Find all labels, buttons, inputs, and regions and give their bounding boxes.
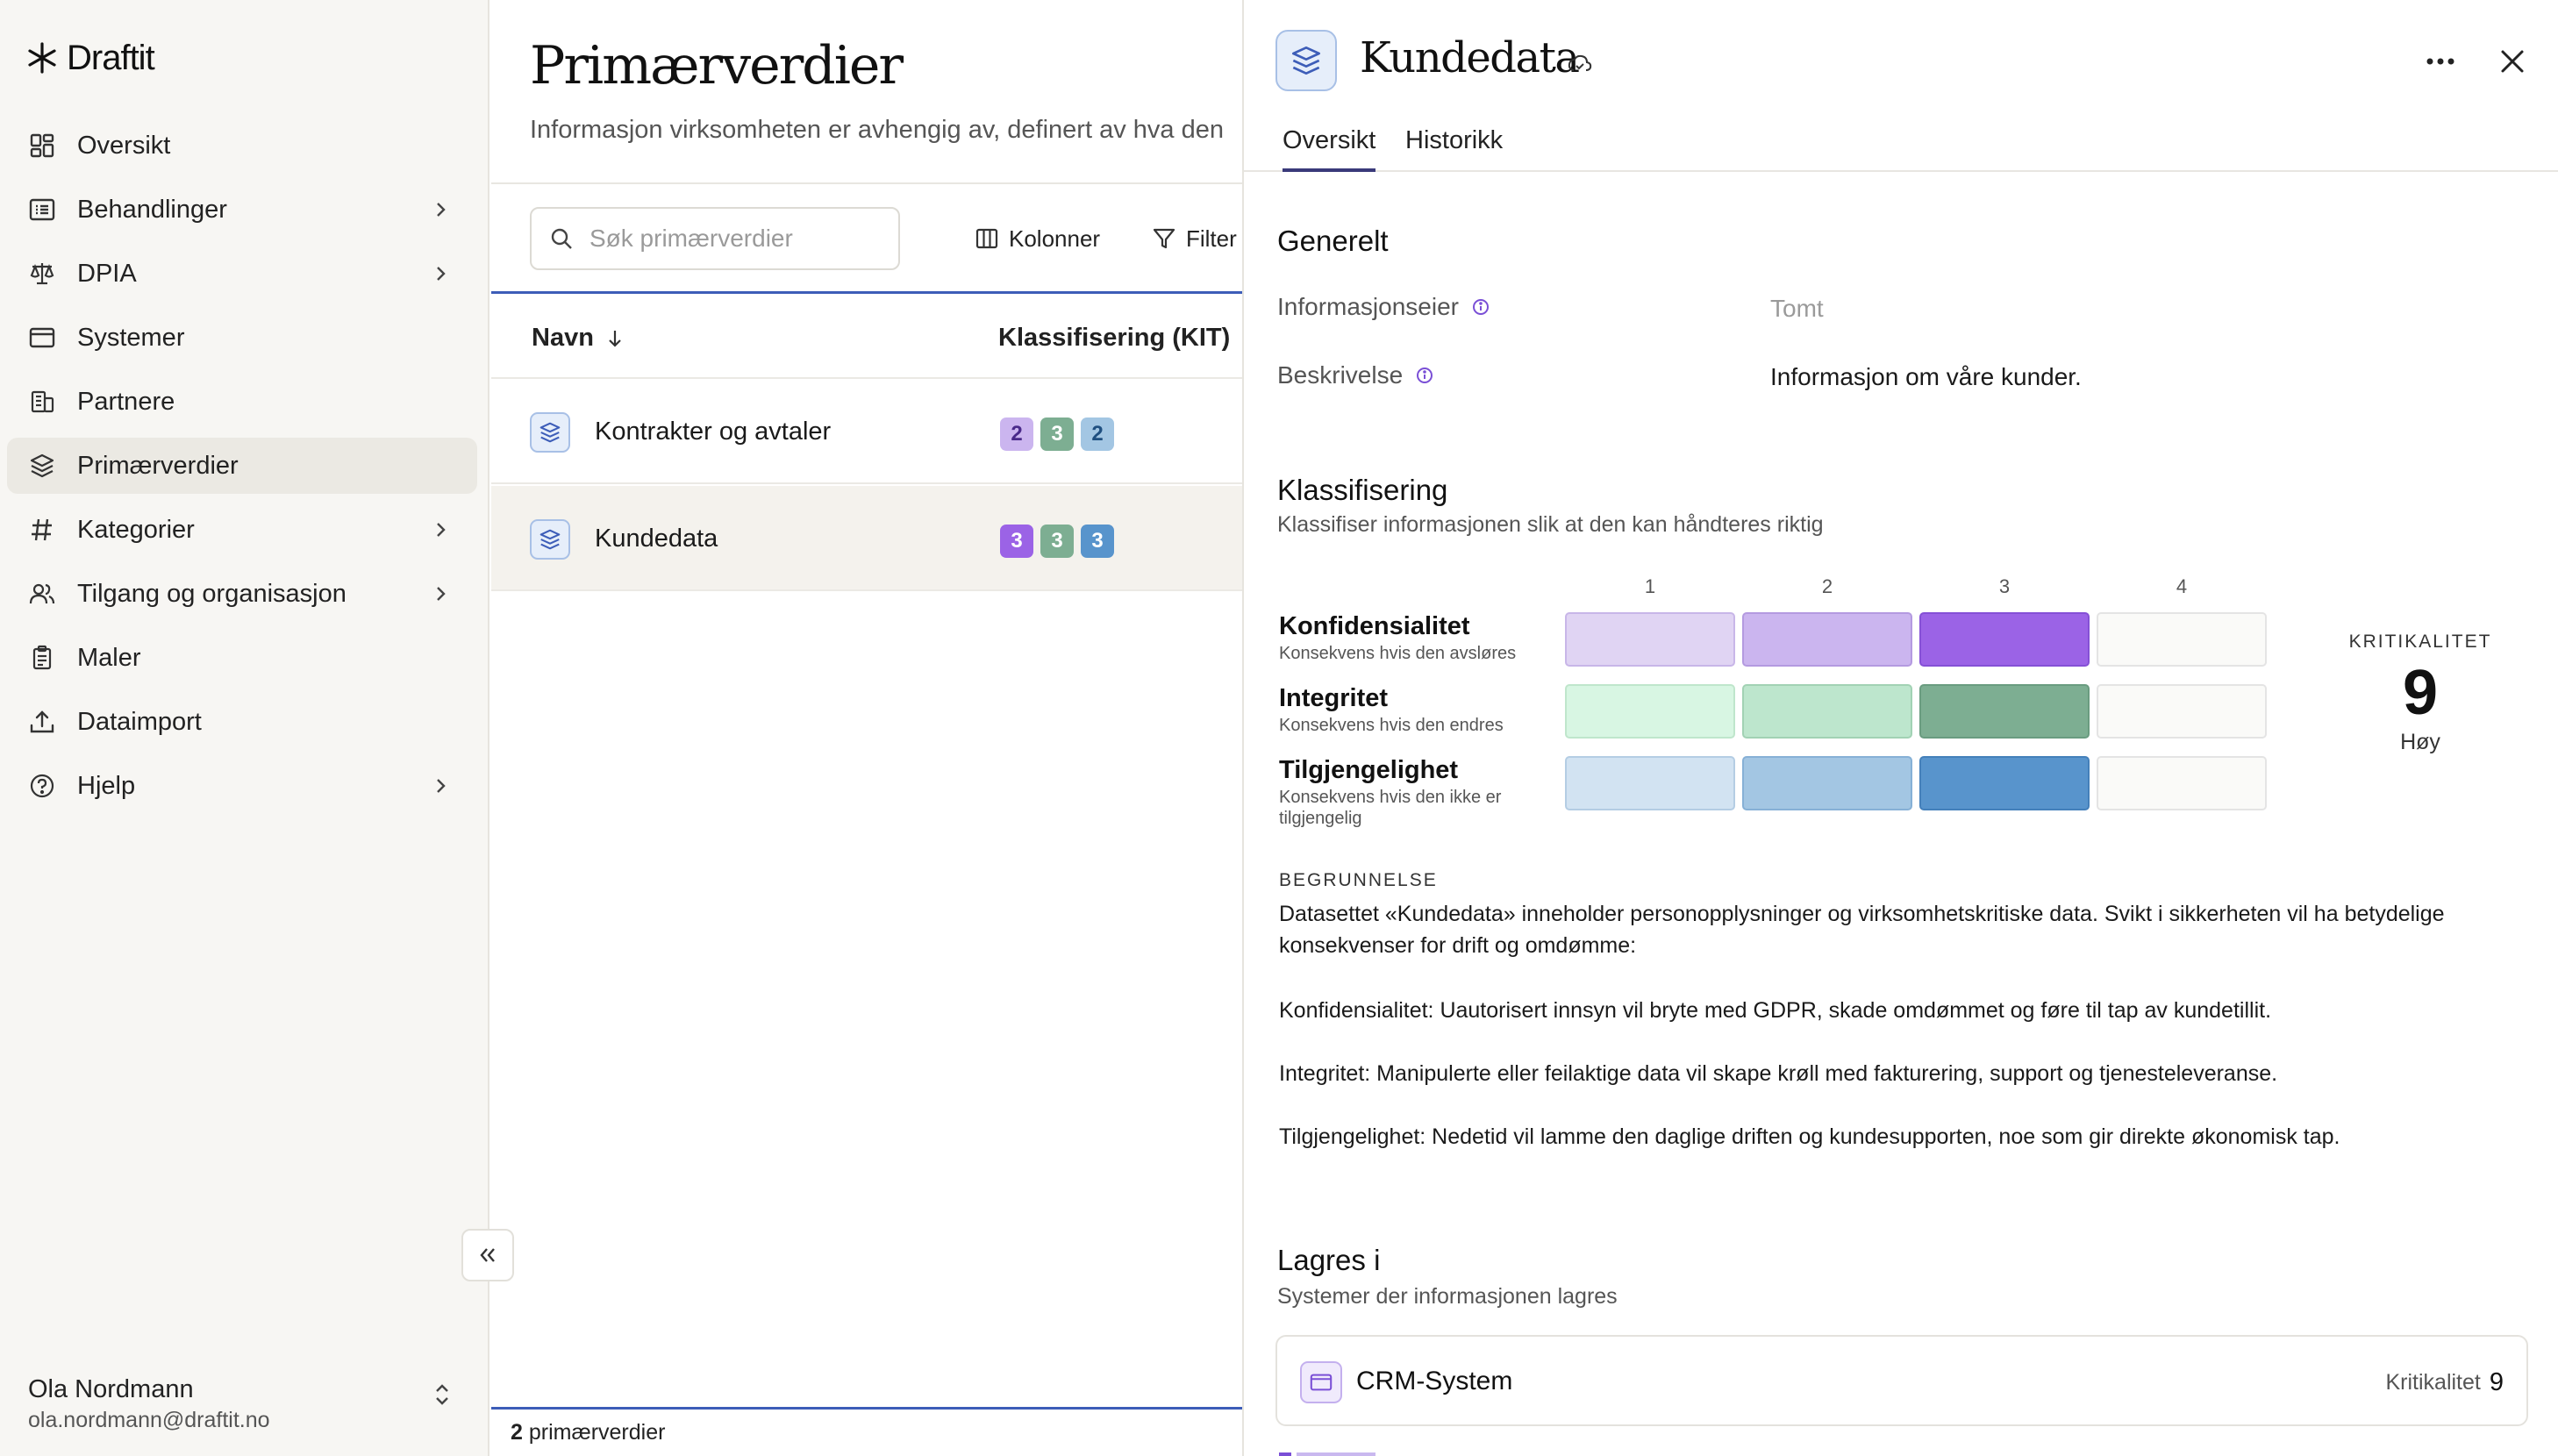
kit-badge-i: 3 — [1040, 418, 1074, 451]
panel-tabs — [1244, 123, 2558, 172]
sidebar-item-label: Kategorier — [77, 515, 195, 544]
section-heading-generelt: Generelt — [1277, 225, 1389, 257]
filter-button[interactable] — [1153, 221, 1237, 256]
search-icon — [549, 226, 574, 251]
integritet-level-2[interactable] — [1742, 684, 1912, 739]
section-subheading-lagres-i: Systemer der informasjonen lagres — [1277, 1284, 1618, 1309]
kit-badge-i: 3 — [1040, 525, 1074, 558]
sidebar-item-dpia[interactable] — [7, 246, 477, 302]
sidebar-item-partnere[interactable] — [7, 374, 477, 430]
sidebar-item-label: Primærverdier — [77, 451, 239, 480]
konfidensialitet-level-4[interactable] — [2097, 612, 2267, 667]
column-header-name-label: Navn — [532, 324, 594, 352]
detail-panel — [1242, 0, 2558, 1456]
table-header — [491, 291, 1242, 379]
sidebar-item-label: Dataimport — [77, 707, 202, 736]
window-icon — [1300, 1361, 1342, 1403]
chevron-right-icon — [430, 263, 451, 284]
window-icon — [28, 324, 56, 352]
criticality-value: 9 — [2402, 658, 2439, 728]
level-label: 3 — [1998, 575, 2011, 597]
tilgjengelighet-level-2[interactable] — [1742, 756, 1912, 810]
konfidensialitet-level-3[interactable] — [1919, 612, 2090, 667]
row-name: Kundedata — [595, 525, 718, 553]
scale-icon — [28, 260, 56, 288]
beskrivelse-value[interactable]: Informasjon om våre kunder. — [1770, 363, 2082, 390]
sidebar-item-systemer[interactable] — [7, 310, 477, 366]
field-label-text: Beskrivelse — [1277, 361, 1404, 389]
logo[interactable] — [26, 35, 154, 81]
chevron-up-down-icon[interactable] — [430, 1379, 454, 1410]
tab-oversikt[interactable]: Oversikt — [1283, 126, 1375, 172]
building-icon — [28, 388, 56, 416]
asterisk-logo-icon — [26, 42, 58, 74]
justification-paragraph: Integritet: Manipulerte eller feilaktige data vil skape krøll med fakturering, support og tjenesteleveranse. — [1279, 1061, 2278, 1086]
justification-paragraph: Datasettet «Kundedata» inneholder personopplysninger og virksomhetskritiske data. Svikt i sikkerheten vil ha betydelige konsekvenser for drift og omdømme: — [1279, 902, 2445, 958]
sidebar-item-tilgang[interactable] — [7, 566, 477, 622]
justification-paragraph: Tilgjengelighet: Nedetid vil lamme den daglige driften og kundesupporten, noe som gir direkte økonomisk tap. — [1279, 1124, 2340, 1149]
sidebar-item-kategorier[interactable] — [7, 502, 477, 558]
field-label-beskrivelse — [1277, 361, 1434, 389]
chevron-right-icon — [430, 199, 451, 220]
classification-name: Konfidensialitet — [1279, 612, 1470, 640]
classification-name: Tilgjengelighet — [1279, 756, 1459, 784]
user-name: Ola Nordmann — [28, 1375, 194, 1403]
panel-title: Kundedata — [1360, 33, 1579, 82]
grid-icon — [28, 132, 56, 160]
classification-row-integritet — [1279, 684, 1533, 736]
users-icon — [28, 580, 56, 608]
layers-icon — [530, 519, 570, 560]
column-header-kit[interactable] — [998, 324, 1230, 353]
integritet-level-3[interactable] — [1919, 684, 2090, 739]
arrow-down-icon — [606, 329, 624, 348]
table-row[interactable] — [491, 486, 1242, 591]
system-name: CRM-System — [1356, 1367, 1513, 1395]
logo-text: Draftit — [67, 38, 154, 77]
konfidensialitet-level-2[interactable] — [1742, 612, 1912, 667]
field-label-informasjonseier — [1277, 293, 1490, 321]
tilgjengelighet-level-1[interactable] — [1565, 756, 1735, 810]
level-label: 4 — [2176, 575, 2188, 597]
page-title: Primærverdier — [530, 35, 903, 96]
info-icon[interactable] — [1415, 366, 1434, 385]
konfidensialitet-level-1[interactable] — [1565, 612, 1735, 667]
section-subheading-klassifisering: Klassifiser informasjonen slik at den kan håndteres riktig — [1277, 512, 1824, 537]
hash-icon — [28, 516, 56, 544]
chevron-right-icon — [430, 583, 451, 604]
divider — [491, 182, 1242, 184]
classification-row-tilgjengelighet — [1279, 756, 1533, 829]
primaerverdier-list — [491, 0, 1242, 1456]
close-icon[interactable] — [2497, 46, 2528, 77]
classification-name: Integritet — [1279, 684, 1389, 712]
level-label: 2 — [1821, 575, 1833, 597]
classification-desc: Konsekvens hvis den ikke er tilgjengelig — [1279, 788, 1502, 828]
sidebar-item-label: Systemer — [77, 323, 185, 352]
clipboard-icon — [28, 644, 56, 672]
filter-button-label: Filter — [1186, 225, 1237, 252]
layers-icon — [1275, 30, 1337, 91]
chevron-right-icon — [430, 519, 451, 540]
sidebar-item-label: Partnere — [77, 387, 175, 416]
criticality-summary — [2319, 632, 2521, 755]
sidebar — [0, 0, 489, 1456]
sidebar-item-label: Oversikt — [77, 131, 171, 160]
sidebar-nav — [7, 118, 477, 822]
sidebar-item-maler[interactable] — [7, 630, 477, 686]
sidebar-item-primaerverdier[interactable] — [7, 438, 477, 494]
criticality-level-text: Høy — [2400, 730, 2440, 754]
sidebar-item-label: Behandlinger — [77, 195, 227, 224]
kit-badges — [1000, 418, 1114, 451]
sidebar-item-label: Tilgang og organisasjon — [77, 579, 347, 608]
sidebar-item-behandlinger[interactable] — [7, 182, 477, 238]
kit-badge-k: 2 — [1000, 418, 1033, 451]
classification-desc: Konsekvens hvis den avsløres — [1279, 644, 1517, 663]
layers-icon — [530, 412, 570, 453]
justification-paragraph: Konfidensialitet: Uautorisert innsyn vil bryte med GDPR, skade omdømmet og føre til tap av kundetillit. — [1279, 998, 2272, 1023]
column-header-name[interactable] — [532, 324, 624, 353]
classification-row-konfidensialitet — [1279, 612, 1533, 664]
system-criticality-value: 9 — [2489, 1368, 2504, 1396]
kit-badge-t: 3 — [1081, 525, 1114, 558]
page-subtitle: Informasjon virksomheten er avhengig av, definert av hva den — [530, 116, 1224, 144]
help-icon — [28, 772, 56, 800]
cloud-sync-icon — [1567, 51, 1593, 77]
table-row[interactable] — [491, 379, 1242, 484]
search-input[interactable] — [588, 224, 868, 253]
user-menu[interactable] — [28, 1375, 270, 1433]
system-card[interactable] — [1275, 1335, 2528, 1426]
system-criticality-label: Kritikalitet — [2385, 1370, 2481, 1395]
column-header-kit-label: Klassifisering (KIT) — [998, 324, 1231, 352]
sidebar-item-oversikt[interactable] — [7, 118, 477, 174]
justification-label: BEGRUNNELSE — [1279, 870, 1438, 890]
chevron-right-icon — [430, 775, 451, 796]
user-email: ola.nordmann@draftit.no — [28, 1408, 270, 1432]
tilgjengelighet-level-3[interactable] — [1919, 756, 2090, 810]
sidebar-item-label: Maler — [77, 643, 141, 672]
row-count-label: primærverdier — [528, 1420, 666, 1445]
tab-historikk[interactable]: Historikk — [1405, 126, 1504, 154]
section-heading-klassifisering: Klassifisering — [1277, 474, 1448, 506]
section-heading-lagres-i: Lagres i — [1277, 1244, 1381, 1276]
upload-icon — [28, 708, 56, 736]
integritet-level-1[interactable] — [1565, 684, 1735, 739]
more-options-icon[interactable] — [2421, 46, 2460, 77]
sidebar-item-label: DPIA — [77, 259, 137, 288]
sidebar-item-label: Hjelp — [77, 771, 136, 800]
system-criticality — [2385, 1368, 2504, 1397]
sidebar-item-hjelp[interactable] — [7, 758, 477, 814]
integritet-level-4[interactable] — [2097, 684, 2267, 739]
columns-button-label: Kolonner — [1009, 225, 1101, 252]
kit-badge-t: 2 — [1081, 418, 1114, 451]
info-icon[interactable] — [1471, 297, 1490, 317]
field-label-text: Informasjonseier — [1277, 293, 1459, 320]
add-link-partial[interactable] — [1279, 1447, 1384, 1456]
columns-button[interactable] — [975, 221, 1100, 256]
search-box[interactable] — [530, 207, 900, 270]
collapse-sidebar-button[interactable] — [461, 1229, 514, 1281]
list-icon — [28, 196, 56, 224]
sidebar-item-dataimport[interactable] — [7, 694, 477, 750]
row-count: 2 — [511, 1420, 523, 1445]
level-label: 1 — [1644, 575, 1656, 597]
columns-icon — [975, 227, 998, 250]
criticality-label: KRITIKALITET — [2348, 632, 2492, 652]
row-name: Kontrakter og avtaler — [595, 418, 832, 446]
list-footer — [491, 1407, 1242, 1456]
kit-badge-k: 3 — [1000, 525, 1033, 558]
tilgjengelighet-level-4[interactable] — [2097, 756, 2267, 810]
chevrons-left-icon — [476, 1244, 499, 1267]
layers-icon — [28, 452, 56, 480]
kit-badges — [1000, 525, 1114, 558]
classification-desc: Konsekvens hvis den endres — [1279, 716, 1504, 735]
informasjonseier-value[interactable]: Tomt — [1770, 295, 1824, 322]
filter-icon — [1153, 227, 1175, 250]
